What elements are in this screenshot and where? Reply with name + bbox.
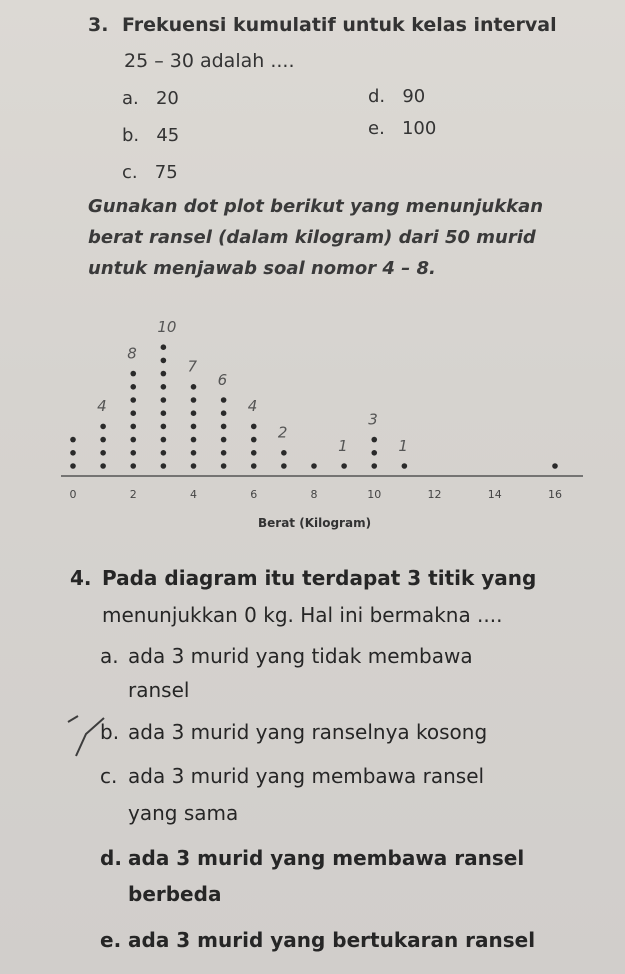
- data-dot: [130, 463, 136, 469]
- question-4-line-2: menunjukkan 0 kg. Hal ini bermakna ....: [102, 603, 503, 627]
- data-dot: [371, 463, 377, 469]
- data-dot: [221, 410, 227, 416]
- data-dot: [161, 344, 167, 350]
- handwritten-count-label: 1: [338, 436, 348, 455]
- x-axis-ticks: [70, 488, 563, 501]
- data-dot: [100, 424, 106, 430]
- data-dot: [130, 424, 136, 430]
- data-dot: [402, 463, 408, 469]
- handwritten-count-label: 3: [368, 410, 378, 429]
- intro-line-2: berat ransel (dalam kilogram) dari 50 murid: [88, 227, 536, 248]
- data-dot: [130, 384, 136, 390]
- q4-option-d-line-2: berbeda: [128, 882, 222, 906]
- x-tick-label: 0: [69, 488, 77, 501]
- data-dot: [191, 384, 197, 390]
- data-dot: [251, 437, 257, 443]
- x-tick-label: 2: [129, 488, 137, 501]
- data-dot: [221, 397, 227, 403]
- q4-option-e-line-1: ada 3 murid yang bertukaran ransel: [128, 928, 536, 952]
- x-tick-label: 10: [367, 488, 382, 501]
- q4-option-c-letter: c.: [100, 764, 118, 788]
- data-dot: [311, 463, 317, 469]
- x-tick-label: 12: [427, 488, 442, 501]
- q4-option-b-line-1: ada 3 murid yang ranselnya kosong: [128, 720, 488, 744]
- handwritten-count-label: 2: [277, 423, 288, 442]
- data-dot: [191, 424, 197, 430]
- data-dot: [161, 384, 167, 390]
- data-dot: [161, 371, 167, 377]
- q4-option-d-letter: d.: [100, 846, 122, 870]
- q3-option-c-letter: c.: [122, 162, 138, 183]
- data-dot: [161, 450, 167, 456]
- data-dot: [251, 450, 257, 456]
- q3-option-e-text: 100: [401, 118, 437, 139]
- q4-option-a-letter: a.: [100, 644, 119, 668]
- x-tick-label: 14: [487, 488, 502, 501]
- handwritten-checkmark-icon: [64, 712, 124, 762]
- data-dot: [70, 450, 76, 456]
- intro-line-1: Gunakan dot plot berikut yang menunjukkan: [88, 196, 544, 217]
- data-dot: [191, 437, 197, 443]
- data-dot: [130, 410, 136, 416]
- dot-plot-chart: [55, 290, 595, 540]
- handwritten-count-label: 6: [217, 370, 228, 389]
- q3-option-c-text: 75: [154, 162, 178, 183]
- data-dot: [341, 463, 347, 469]
- question-4-number: 4.: [70, 566, 92, 590]
- data-dot: [161, 410, 167, 416]
- data-dot: [130, 371, 136, 377]
- q3-option-c[interactable]: [122, 162, 178, 183]
- data-dot: [251, 424, 257, 430]
- data-dot: [281, 463, 287, 469]
- q3-option-b[interactable]: [122, 125, 179, 146]
- handwritten-count-label: 4: [247, 397, 258, 416]
- q3-option-d[interactable]: [368, 86, 425, 107]
- q3-option-b-text: 45: [156, 125, 180, 146]
- handwritten-count-label: 4: [97, 397, 107, 416]
- x-tick-label: 6: [250, 488, 258, 501]
- data-dot: [100, 450, 106, 456]
- q4-option-b-letter: b.: [100, 720, 120, 744]
- chart-dots: [70, 344, 558, 468]
- data-dot: [221, 463, 227, 469]
- data-dot: [130, 450, 136, 456]
- q3-option-d-letter: d.: [368, 86, 386, 107]
- handwritten-annotations: [97, 318, 408, 455]
- x-axis-title: Berat (Kilogram): [258, 516, 372, 530]
- data-dot: [191, 397, 197, 403]
- data-dot: [161, 424, 167, 430]
- q4-option-e-letter: e.: [100, 928, 122, 952]
- question-3-line-1: Frekuensi kumulatif untuk kelas interval: [122, 14, 557, 36]
- data-dot: [161, 437, 167, 443]
- data-dot: [221, 424, 227, 430]
- data-dot: [70, 463, 76, 469]
- question-3-number: 3.: [88, 14, 109, 36]
- data-dot: [251, 463, 257, 469]
- data-dot: [552, 463, 558, 469]
- handwritten-count-label: 1: [398, 436, 408, 455]
- q4-option-a-line-2: ransel: [128, 678, 190, 702]
- q3-option-d-text: 90: [402, 86, 426, 107]
- q3-option-a-letter: a.: [122, 88, 139, 109]
- data-dot: [161, 358, 167, 364]
- question-4-line-1: Pada diagram itu terdapat 3 titik yang: [102, 566, 537, 590]
- data-dot: [130, 437, 136, 443]
- data-dot: [221, 437, 227, 443]
- x-tick-label: 16: [548, 488, 562, 501]
- q3-option-e-letter: e.: [368, 118, 385, 139]
- data-dot: [100, 463, 106, 469]
- data-dot: [70, 437, 76, 443]
- data-dot: [130, 397, 136, 403]
- intro-line-3: untuk menjawab soal nomor 4 – 8.: [88, 258, 436, 279]
- q4-option-d-line-1: ada 3 murid yang membawa ransel: [128, 846, 525, 870]
- data-dot: [281, 450, 287, 456]
- q4-option-c-line-2: yang sama: [128, 801, 239, 825]
- data-dot: [371, 450, 377, 456]
- data-dot: [191, 450, 197, 456]
- handwritten-count-label: 10: [157, 318, 177, 336]
- q3-option-e[interactable]: [368, 118, 436, 139]
- q4-option-a-line-1: ada 3 murid yang tidak membawa: [128, 644, 473, 668]
- question-3-line-2: 25 – 30 adalah ....: [124, 50, 295, 72]
- q3-option-b-letter: b.: [122, 125, 140, 146]
- handwritten-count-label: 7: [187, 357, 198, 376]
- data-dot: [161, 397, 167, 403]
- q4-option-c-line-1: ada 3 murid yang membawa ransel: [128, 764, 485, 788]
- data-dot: [221, 450, 227, 456]
- data-dot: [371, 437, 377, 443]
- data-dot: [191, 463, 197, 469]
- x-tick-label: 8: [310, 488, 318, 501]
- q3-option-a-text: 20: [155, 88, 179, 109]
- handwritten-count-label: 8: [127, 344, 137, 363]
- x-tick-label: 4: [190, 488, 197, 501]
- data-dot: [191, 410, 197, 416]
- data-dot: [100, 437, 106, 443]
- q3-option-a[interactable]: [122, 88, 179, 109]
- data-dot: [161, 463, 167, 469]
